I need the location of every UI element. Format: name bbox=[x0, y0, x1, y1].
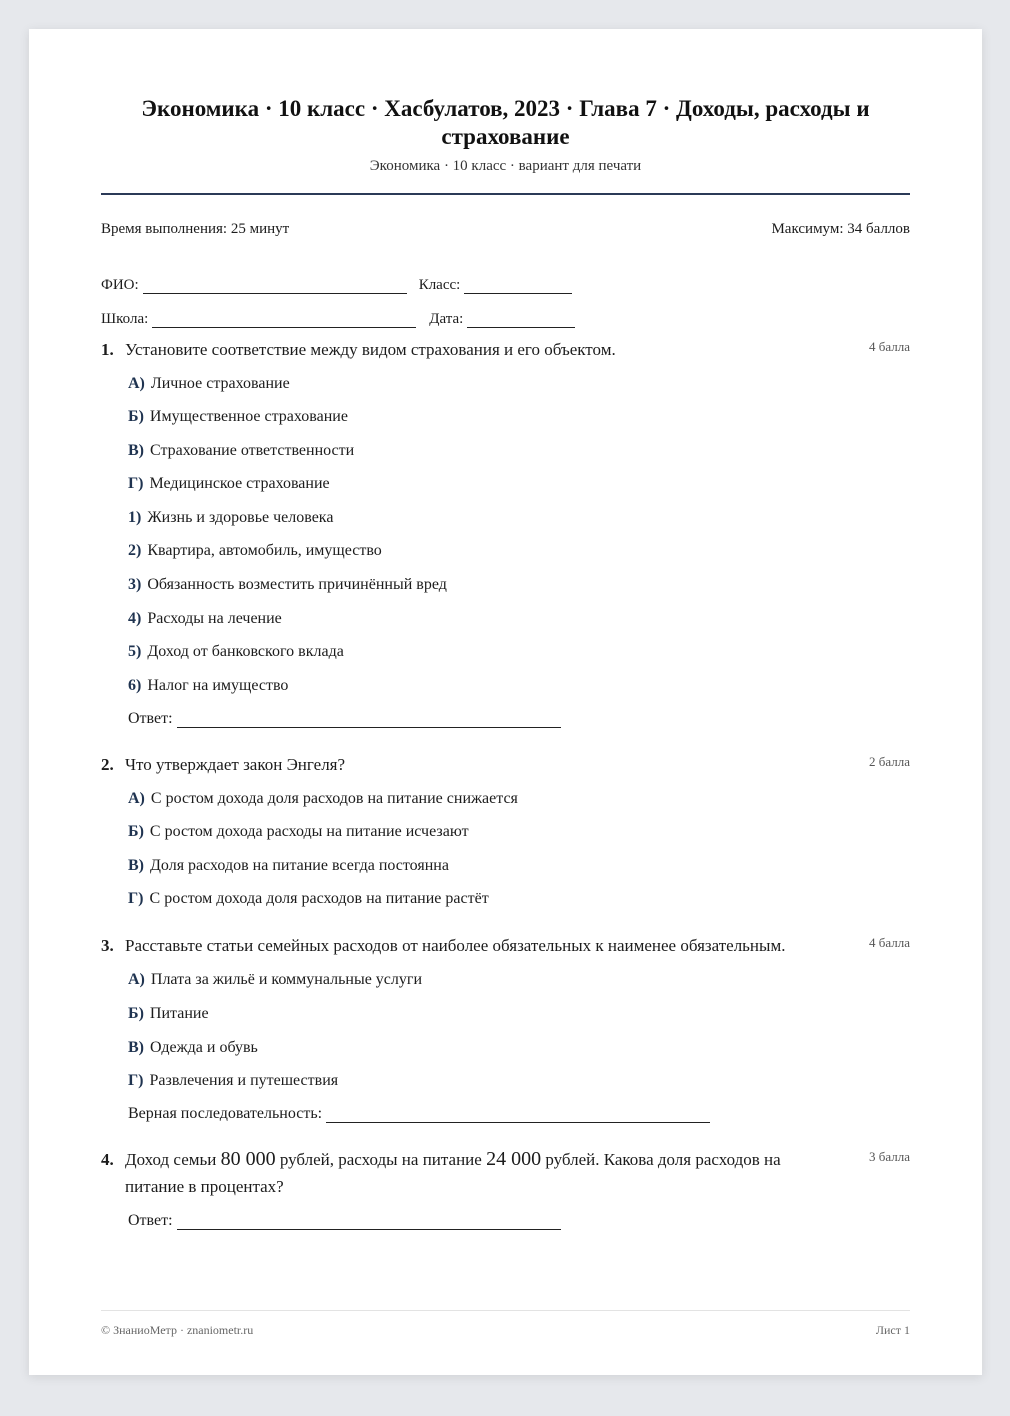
question-1-head bbox=[101, 336, 910, 363]
question-2 bbox=[101, 751, 910, 907]
option-mark: В) bbox=[128, 857, 144, 874]
option-item bbox=[128, 642, 344, 662]
question-3-head bbox=[101, 932, 910, 959]
option-text: Страхование ответственности bbox=[150, 442, 355, 459]
worksheet-page bbox=[29, 29, 982, 1375]
option-mark: Б) bbox=[128, 408, 144, 425]
question-points: 4 балла bbox=[869, 339, 910, 354]
question-number: 1. bbox=[101, 340, 114, 359]
date-blank[interactable] bbox=[467, 313, 575, 328]
question-points: 2 балла bbox=[869, 754, 910, 769]
question-4 bbox=[101, 1146, 910, 1229]
fio-label: ФИО: bbox=[101, 277, 139, 293]
option-item bbox=[128, 508, 333, 528]
question-3 bbox=[101, 932, 910, 1122]
time-limit: Время выполнения: 25 минут bbox=[101, 221, 290, 237]
option-item bbox=[128, 889, 489, 909]
option-item bbox=[128, 609, 282, 629]
option-item bbox=[128, 441, 354, 461]
answer-row bbox=[128, 710, 565, 728]
footer-page-number: Лист 1 bbox=[875, 1323, 910, 1337]
option-text: Развлечения и путешествия bbox=[149, 1072, 339, 1089]
option-text: Питание bbox=[149, 1005, 209, 1022]
option-item bbox=[128, 407, 348, 427]
option-text: Налог на имущество bbox=[147, 677, 289, 694]
option-text: Расходы на лечение bbox=[147, 610, 282, 627]
footer-copyright: © ЗнаниоМетр · znaniometr.ru bbox=[101, 1323, 254, 1337]
answer-blank[interactable] bbox=[177, 713, 561, 728]
option-mark: Г) bbox=[128, 890, 144, 907]
answer-blank[interactable] bbox=[177, 1215, 561, 1230]
school-blank[interactable] bbox=[152, 313, 416, 328]
question-4-head bbox=[101, 1146, 910, 1200]
answer-label: Ответ: bbox=[128, 1212, 173, 1229]
option-item bbox=[128, 575, 447, 595]
header-divider bbox=[101, 193, 910, 195]
option-mark: Г) bbox=[128, 1072, 144, 1089]
option-text: С ростом дохода расходы на питание исчезают bbox=[149, 823, 469, 840]
option-text: Квартира, автомобиль, имущество bbox=[147, 542, 382, 559]
option-text: С ростом дохода доля расходов на питание растёт bbox=[149, 890, 489, 907]
option-text: Имущественное страхование bbox=[149, 408, 348, 425]
option-text: Доля расходов на питание всегда постоянна bbox=[150, 857, 449, 874]
answer-label: Верная последовательность: bbox=[128, 1105, 323, 1122]
school-label: Школа: bbox=[101, 311, 149, 327]
option-mark: А) bbox=[128, 971, 145, 988]
option-item bbox=[128, 1004, 209, 1024]
option-text: Одежда и обувь bbox=[150, 1039, 258, 1056]
option-mark: 1) bbox=[128, 509, 142, 526]
option-item bbox=[128, 374, 290, 394]
answer-row bbox=[128, 1212, 565, 1230]
question-2-head bbox=[101, 751, 910, 778]
date-label: Дата: bbox=[429, 311, 464, 327]
question-text: Расставьте статьи семейных расходов от наиболее обязательных к наименее обязательным. bbox=[125, 936, 786, 955]
option-text: Жизнь и здоровье человека bbox=[147, 509, 334, 526]
option-text: С ростом дохода доля расходов на питание снижается bbox=[150, 790, 518, 807]
fio-blank[interactable] bbox=[143, 279, 407, 294]
option-item bbox=[128, 1038, 258, 1058]
question-number: 3. bbox=[101, 936, 114, 955]
max-score: Максимум: 34 баллов bbox=[771, 221, 910, 237]
option-text: Медицинское страхование bbox=[149, 475, 330, 492]
footer-divider bbox=[101, 1310, 910, 1311]
option-item bbox=[128, 856, 449, 876]
question-text: Что утверждает закон Энгеля? bbox=[125, 755, 346, 774]
question-points: 3 балла bbox=[869, 1149, 910, 1164]
answer-blank[interactable] bbox=[326, 1108, 710, 1123]
income-value: 80 000 bbox=[220, 1148, 276, 1170]
option-mark: А) bbox=[128, 790, 145, 807]
question-text: Установите соответствие между видом страхования и его объектом. bbox=[125, 340, 616, 359]
option-text: Плата за жильё и коммунальные услуги bbox=[150, 971, 423, 988]
option-item bbox=[128, 541, 382, 561]
option-mark: 3) bbox=[128, 576, 142, 593]
option-mark: А) bbox=[128, 375, 145, 392]
meta-row bbox=[101, 221, 910, 238]
option-item bbox=[128, 822, 469, 842]
option-item bbox=[128, 676, 288, 696]
option-text: Личное страхование bbox=[150, 375, 290, 392]
question-number: 4. bbox=[101, 1150, 114, 1169]
option-mark: Г) bbox=[128, 475, 144, 492]
question-text bbox=[101, 1146, 825, 1200]
option-text: Доход от банковского вклада bbox=[147, 643, 344, 660]
fio-class-row bbox=[101, 277, 910, 294]
page-subtitle: Экономика · 10 класс · вариант для печати bbox=[369, 158, 642, 174]
sequence-answer-row bbox=[128, 1105, 714, 1123]
page-title: Экономика · 10 класс · Хасбулатов, 2023 · Глава 7 · Доходы, расходы и страхование bbox=[141, 96, 870, 149]
class-blank[interactable] bbox=[464, 279, 572, 294]
option-mark: Б) bbox=[128, 1005, 144, 1022]
question-1 bbox=[101, 336, 910, 727]
option-mark: 4) bbox=[128, 610, 142, 627]
question-points: 4 балла bbox=[869, 935, 910, 950]
question-text-part: рублей, расходы на питание bbox=[275, 1150, 487, 1169]
option-item bbox=[128, 474, 330, 494]
option-mark: В) bbox=[128, 442, 144, 459]
option-item bbox=[128, 970, 422, 990]
option-item bbox=[128, 789, 518, 809]
answer-label: Ответ: bbox=[128, 710, 173, 727]
class-label: Класс: bbox=[418, 277, 461, 293]
option-text: Обязанность возместить причинённый вред bbox=[147, 576, 447, 593]
option-mark: 2) bbox=[128, 542, 142, 559]
food-expense-value: 24 000 bbox=[486, 1148, 542, 1170]
option-mark: Б) bbox=[128, 823, 144, 840]
school-date-row bbox=[101, 311, 910, 328]
option-item bbox=[128, 1071, 338, 1091]
option-mark: 5) bbox=[128, 643, 142, 660]
option-mark: 6) bbox=[128, 677, 142, 694]
question-number: 2. bbox=[101, 755, 114, 774]
question-text-part: рублей. Какова доля расходов на питание в процентах? bbox=[125, 1150, 781, 1196]
option-mark: В) bbox=[128, 1039, 144, 1056]
question-text-part: Доход семьи bbox=[125, 1150, 221, 1169]
